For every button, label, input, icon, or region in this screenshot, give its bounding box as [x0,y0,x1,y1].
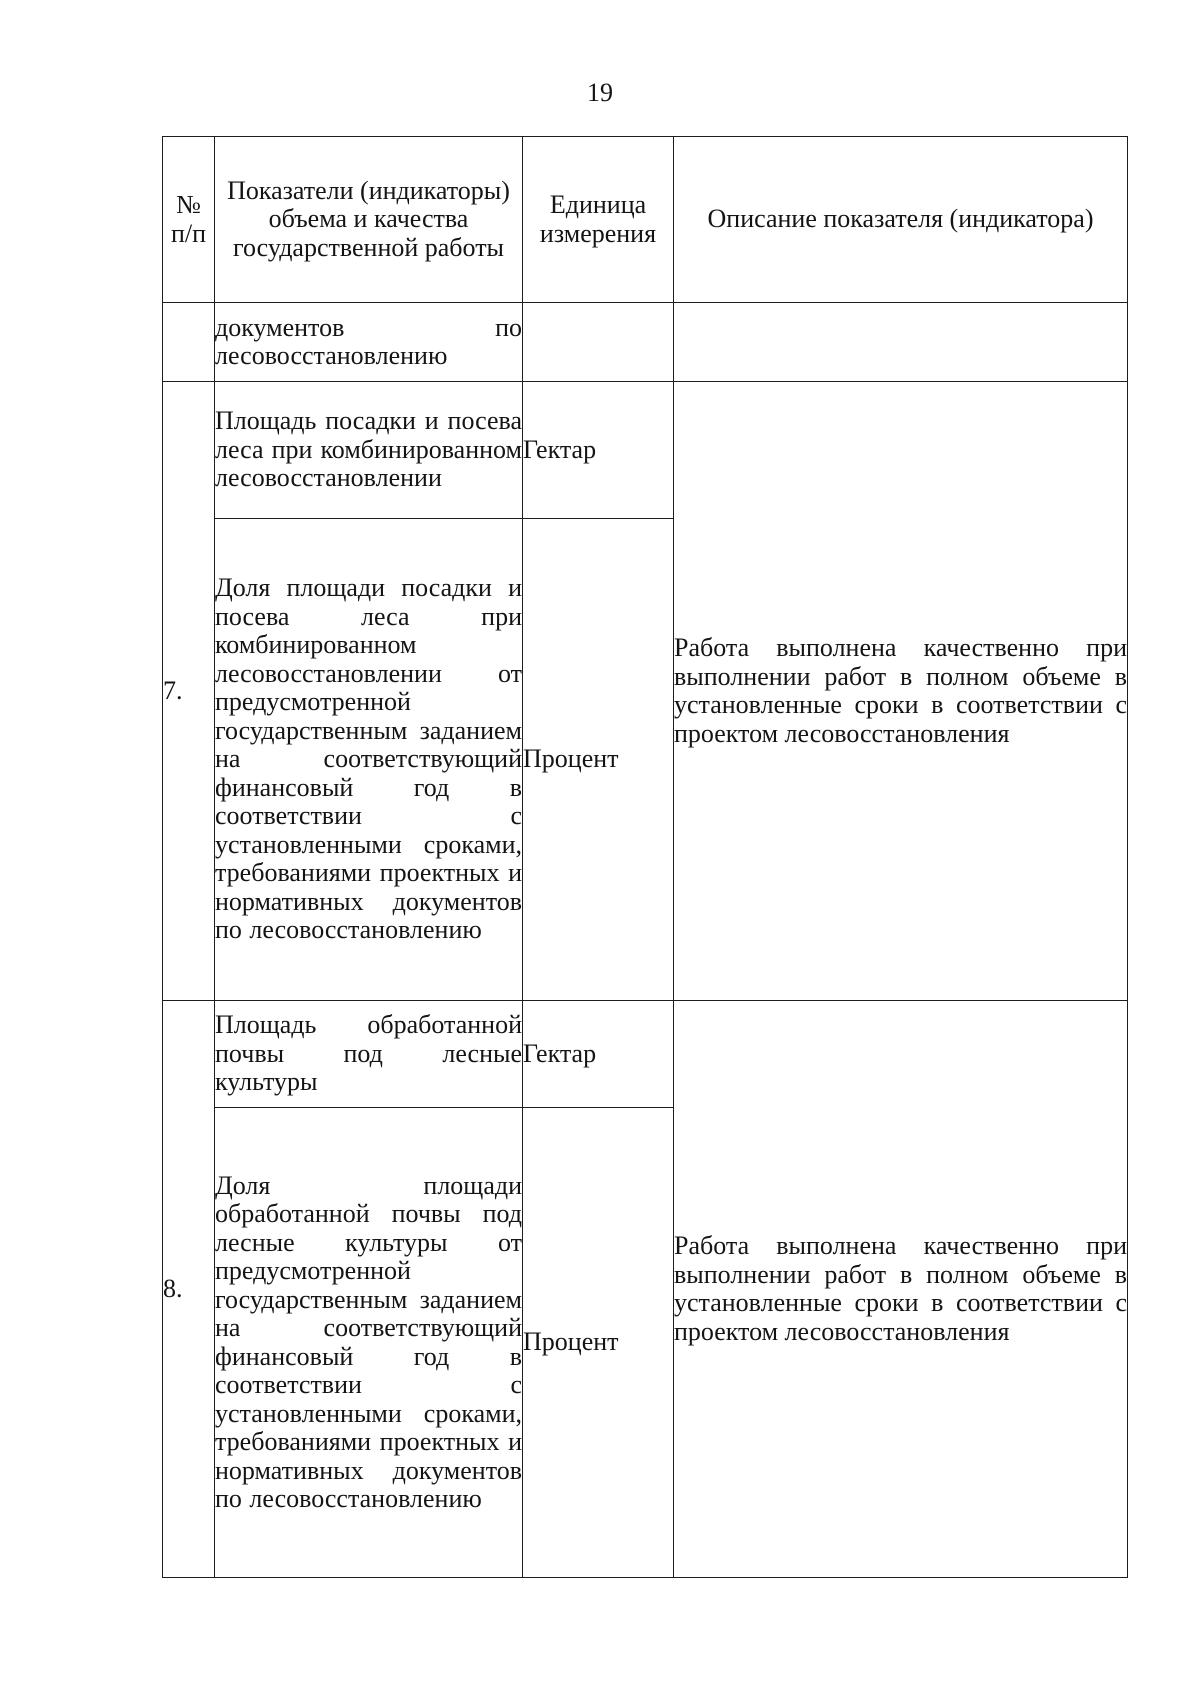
indicator-cell: Площадь посадки и посева леса при комбинированном лесовосстановлении [215,382,523,519]
table-row [163,1001,1128,1108]
unit-cell: Процент [523,1108,674,1578]
cell-description-empty [674,303,1128,382]
header-indicator: Показатели (индикаторы) объема и качества государственной работы [215,137,523,303]
description-cell: Работа выполнена качественно при выполнении работ в полном объеме в установленные сроки в соответствии с проектом лесовосстановления [674,382,1128,1001]
indicator-cell: Доля площади посадки и посева леса при комбинированном лесовосстановлении от предусмотренной государственным заданием на соответствующий финансовый год в соответствии с установленными сроками, требованиями проектных и нормативных документов по лесовосстановлению [215,519,523,1001]
cell-indicator-continuation: документов по лесовосстановлению [215,303,523,382]
indicator-cell: Доля площади обработанной почвы под лесные культуры от предусмотренной государственным заданием на соответствующий финансовый год в соответствии с установленными сроками, требованиями проектных и нормативных документов по лесовосстановлению [215,1108,523,1578]
unit-cell: Гектар [523,1001,674,1108]
unit-cell: Гектар [523,382,674,519]
header-unit: Единица измерения [523,137,674,303]
indicators-table [162,136,1128,1578]
cell-num-empty [163,303,215,382]
table-header-row [163,137,1128,303]
header-num: № п/п [163,137,215,303]
row-number: 7. [163,382,215,1001]
table-row [163,382,1128,519]
cell-unit-empty [523,303,674,382]
table-row-continuation [163,303,1128,382]
indicator-cell: Площадь обработанной почвы под лесные культуры [215,1001,523,1108]
row-number: 8. [163,1001,215,1578]
description-cell: Работа выполнена качественно при выполнении работ в полном объеме в установленные сроки в соответствии с проектом лесовосстановления [674,1001,1128,1578]
unit-cell: Процент [523,519,674,1001]
header-description: Описание показателя (индикатора) [674,137,1128,303]
page-number: 19 [587,78,613,107]
